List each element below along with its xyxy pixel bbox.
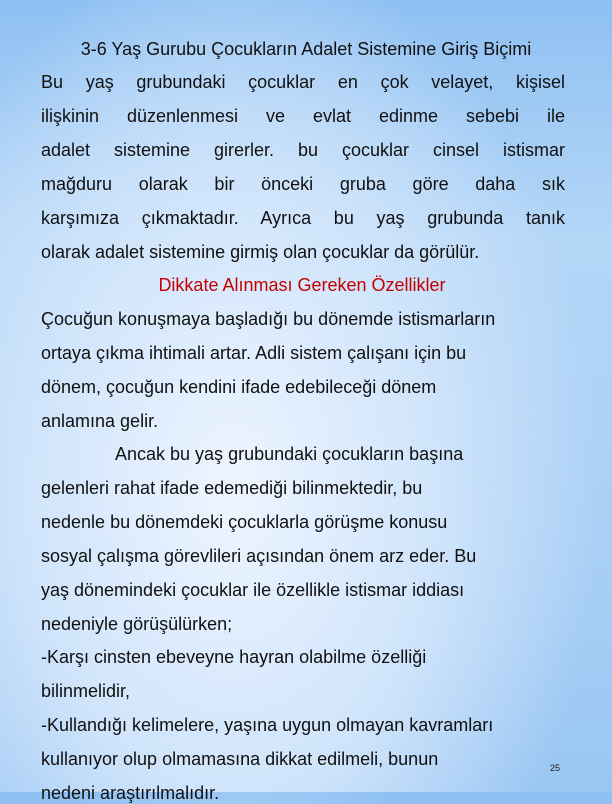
- paragraph-3-line-5: yaş dönemindeki çocuklar ile özellikle istismar iddiası: [41, 580, 465, 600]
- section-subheading: Dikkate Alınması Gereken Özellikler: [158, 275, 446, 295]
- paragraph-2-line-4: anlamına gelir.: [41, 411, 159, 431]
- bullet-1-line-2: bilinmelidir,: [41, 681, 131, 701]
- bullet-2-line-3: nedeni araştırılmalıdır.: [41, 783, 220, 803]
- paragraph-3-line-6: nedeniyle görüşülürken;: [41, 614, 233, 634]
- paragraph-1-line-1: Bu yaş grubundaki çocuklar en çok velayet, kişisel: [41, 72, 565, 92]
- bullet-2-line-1: -Kullandığı kelimelere, yaşına uygun olmayan kavramları: [41, 715, 494, 735]
- paragraph-1-line-4: mağduru olarak bir önceki gruba göre daha sık: [41, 174, 565, 194]
- paragraph-3-line-4: sosyal çalışma görevlileri açısından önem arz eder. Bu: [41, 546, 477, 566]
- paragraph-3-line-1: Ancak bu yaş grubundaki çocukların başına: [115, 444, 464, 464]
- paragraph-3-line-2: gelenleri rahat ifade edemediği bilinmektedir, bu: [41, 478, 423, 498]
- paragraph-2-line-1: Çocuğun konuşmaya başladığı bu dönemde istismarların: [41, 309, 496, 329]
- paragraph-3-line-3: nedenle bu dönemdeki çocuklarla görüşme konusu: [41, 512, 448, 532]
- paragraph-2-line-3: dönem, çocuğun kendini ifade edebileceği dönem: [41, 377, 437, 397]
- paragraph-1-line-3: adalet sistemine girerler. bu çocuklar cinsel istismar: [41, 140, 565, 160]
- paragraph-1-line-6: olarak adalet sistemine girmiş olan çocuklar da görülür.: [41, 242, 480, 262]
- bullet-2-line-2: kullanıyor olup olmamasına dikkat edilmeli, bunun: [41, 749, 439, 769]
- bullet-1-line-1: -Karşı cinsten ebeveyne hayran olabilme özelliği: [41, 647, 427, 667]
- paragraph-1-line-2: ilişkinin düzenlenmesi ve evlat edinme sebebi ile: [41, 106, 565, 126]
- page-number: 25: [550, 763, 561, 773]
- page-heading: 3-6 Yaş Gurubu Çocukların Adalet Sistemine Giriş Biçimi: [80, 39, 532, 59]
- paragraph-1-line-5: karşımıza çıkmaktadır. Ayrıca bu yaş grubunda tanık: [41, 208, 565, 228]
- paragraph-2-line-2: ortaya çıkma ihtimali artar. Adli sistem çalışanı için bu: [41, 343, 467, 363]
